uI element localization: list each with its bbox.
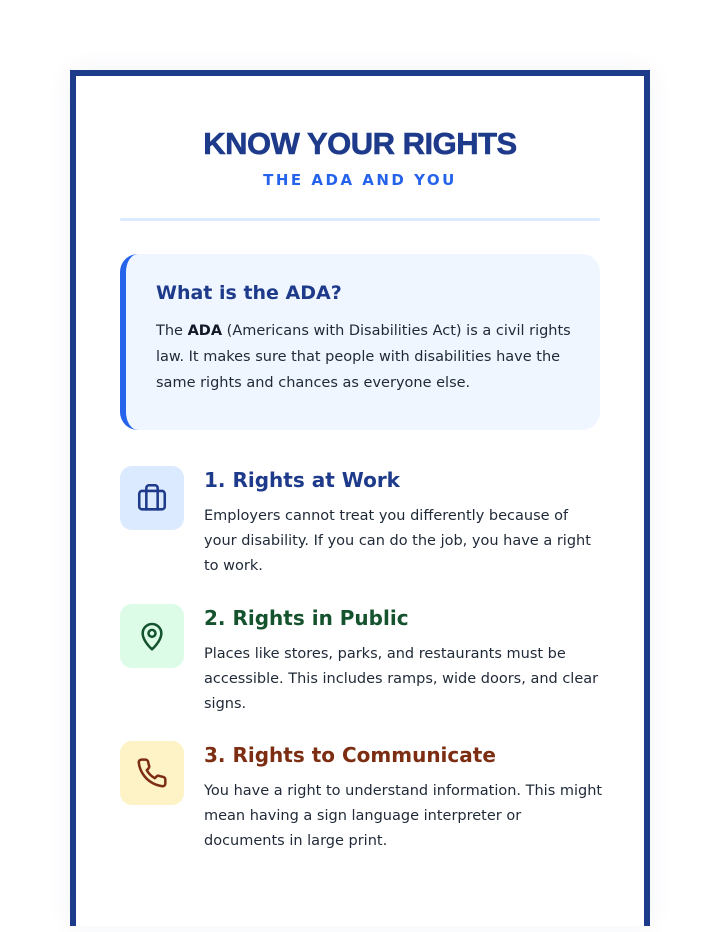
page-title: KNOW YOUR RIGHTS — [203, 126, 517, 161]
intro-text — [156, 318, 572, 396]
intro-heading: What is the ADA? — [156, 282, 342, 304]
phone-icon — [120, 741, 184, 805]
ada-intro-callout — [120, 254, 600, 430]
briefcase-icon — [120, 466, 184, 530]
page-subtitle: THE ADA AND YOU — [263, 171, 457, 189]
intro-body: (Americans with Disabilities Act) is a civil rights law. It makes sure that people with disabilities have the same rights and chances as everyone else. — [156, 323, 571, 391]
section-body: Places like stores, parks, and restaurants must be accessible. This includes ramps, wide doors, and clear signs. — [204, 646, 599, 712]
section-title: 2. Rights in Public — [204, 606, 409, 630]
map-pin-icon — [120, 604, 184, 668]
section-body: You have a right to understand information. This might mean having a sign language interpreter or documents in large print. — [204, 783, 603, 849]
section-title: 1. Rights at Work — [204, 468, 400, 492]
header-divider — [120, 218, 600, 221]
section-title: 3. Rights to Communicate — [204, 743, 496, 767]
section-body: Employers cannot treat you differently because of your disability. If you can do the job, you have a right to work. — [204, 508, 591, 574]
intro-bold-term: ADA — [187, 323, 223, 339]
intro-lead: The — [156, 323, 188, 339]
rights-card — [70, 70, 650, 926]
